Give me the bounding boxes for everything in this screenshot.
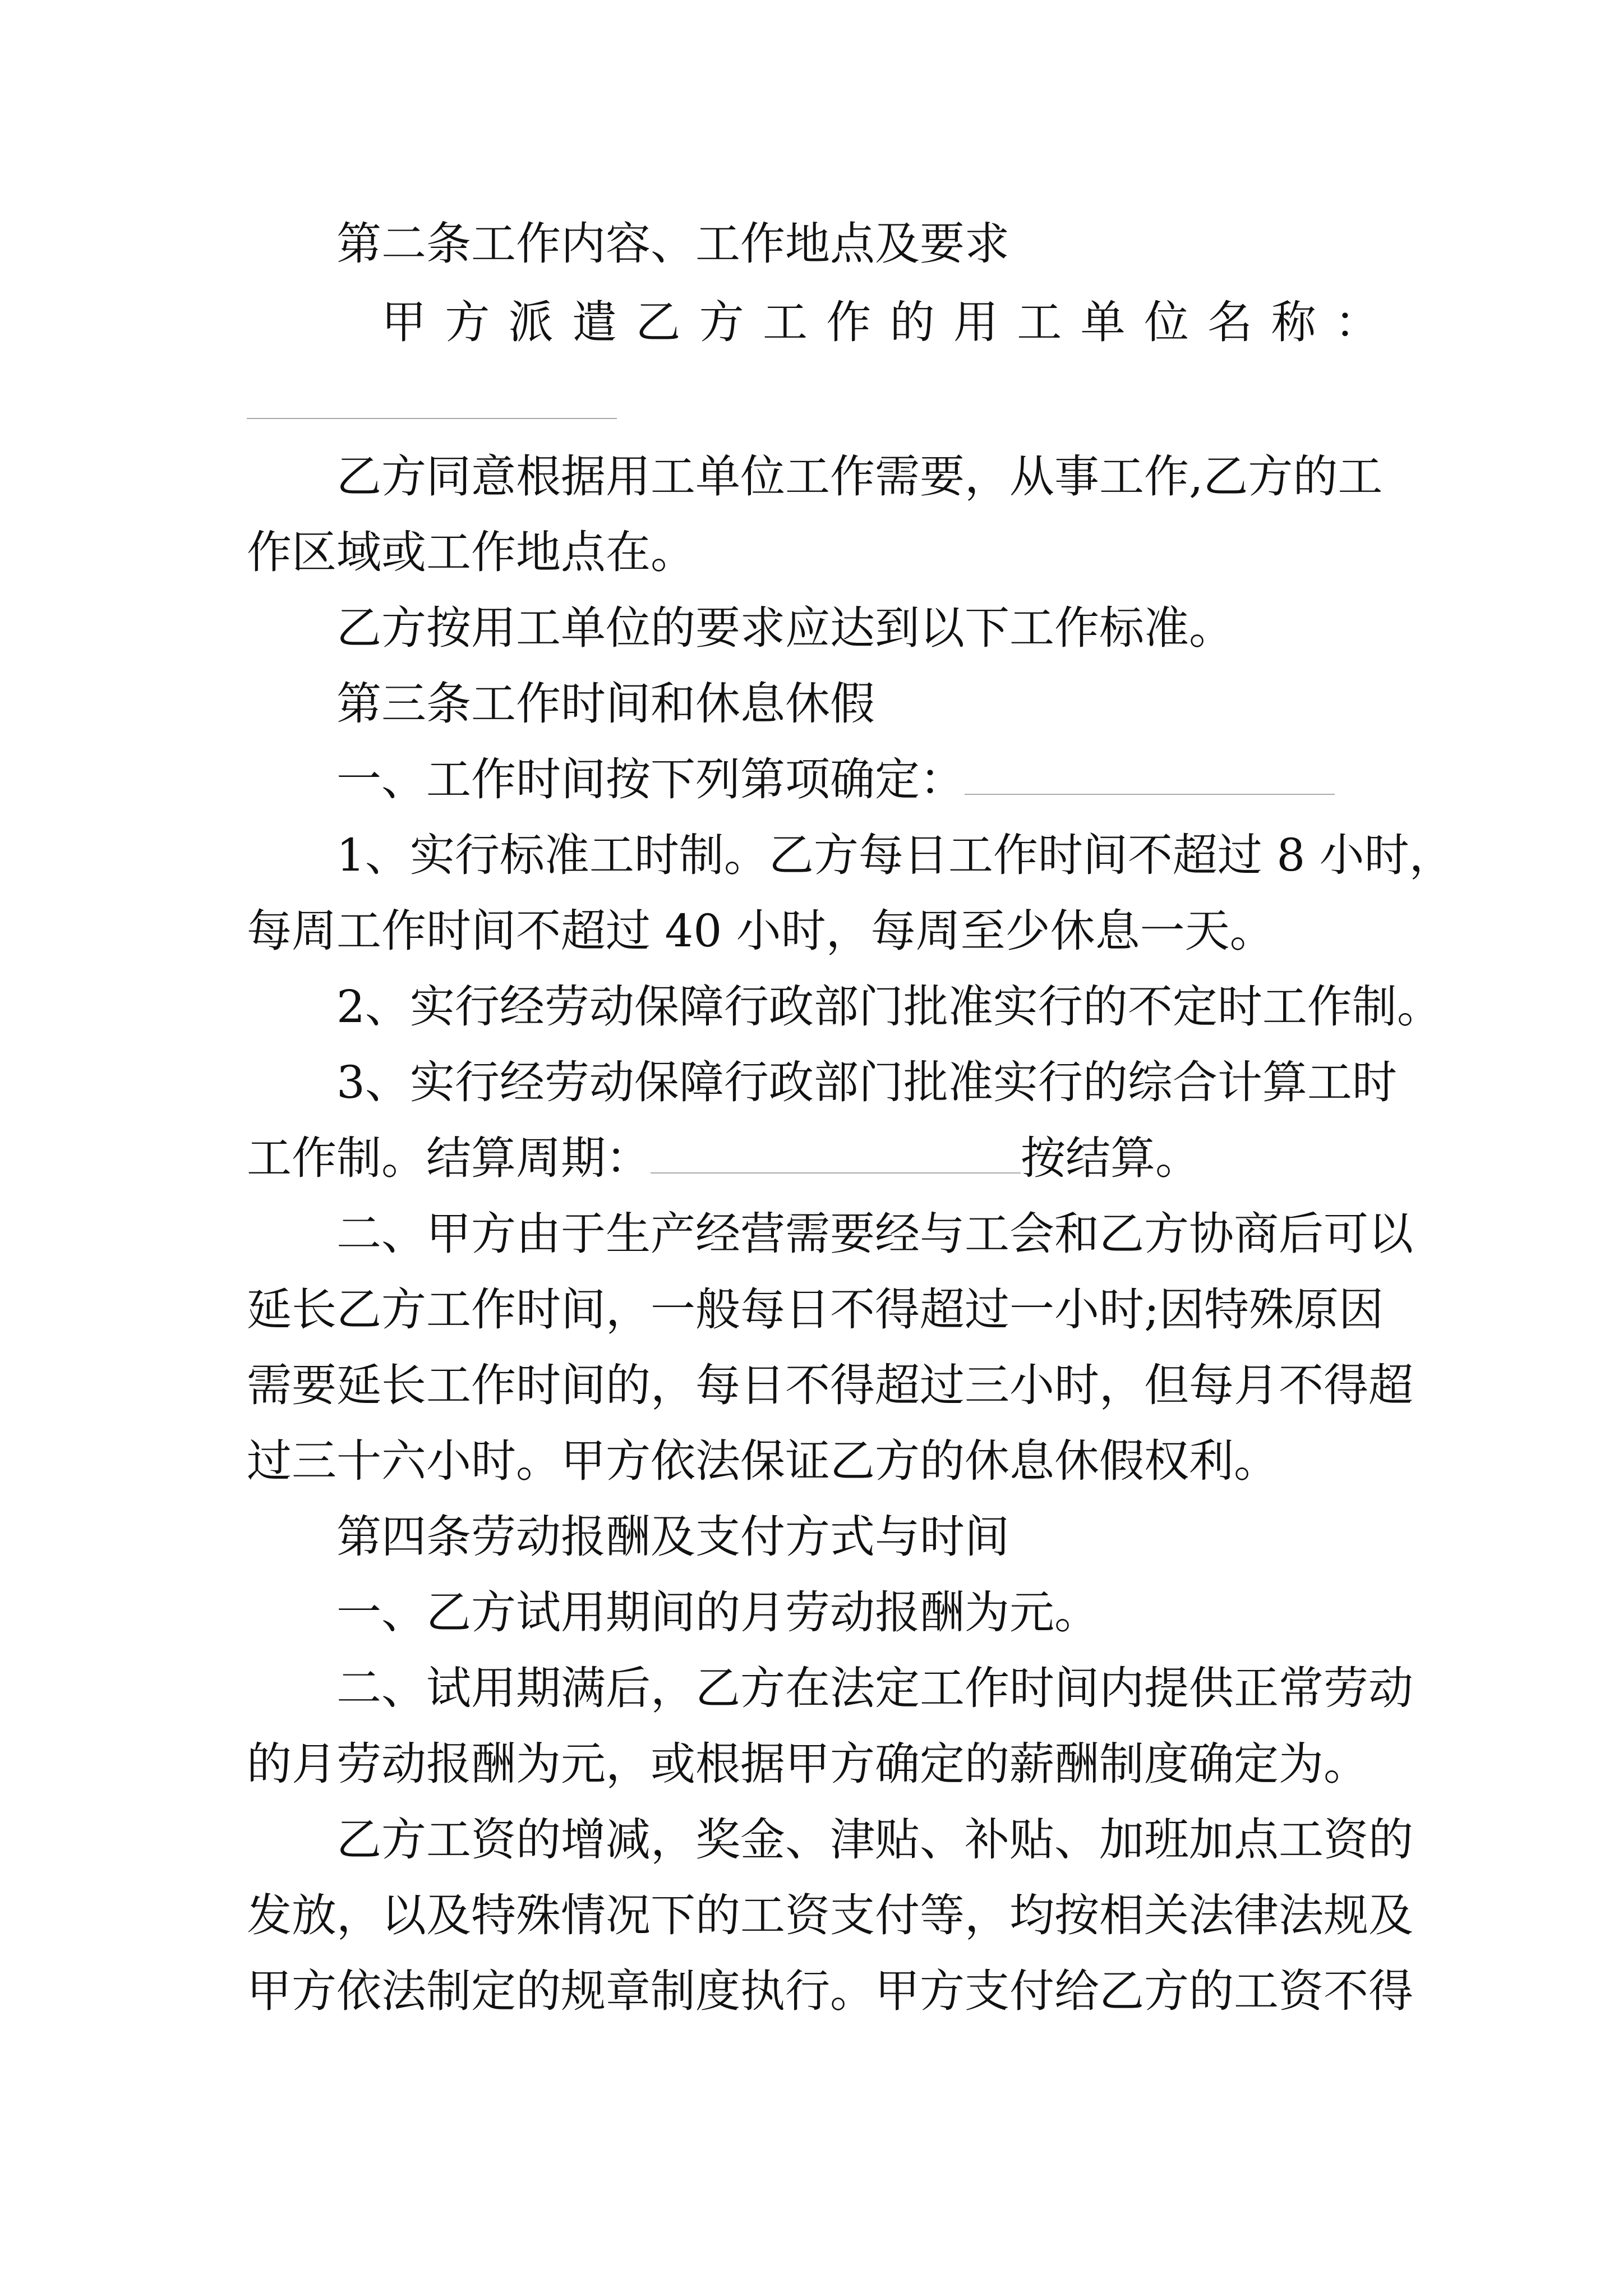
settlement-line [247,1130,1200,1186]
article3-heading: 第三条工作时间和休息休假 [336,678,875,730]
employer-name-label [381,295,1380,351]
label-char: 遣 [571,296,617,348]
work-hours-item [336,752,1335,808]
overtime-line-2: 延长乙方工作时间，一般每日不得超过一小时;因特殊原因 [247,1283,1384,1336]
article4-line-6: 甲方依法制定的规章制度执行。甲方支付给乙方的工资不得 [247,1965,1413,2017]
label-char: 的 [889,296,935,348]
label-char: 单 [1080,296,1126,348]
article3-line-4: 3、实行经劳动保障行政部门批准实行的综合计算工时 [336,1056,1397,1108]
label-char: 工 [1017,296,1062,348]
label-char: 用 [953,296,998,348]
settlement-suffix: 按结算。 [1021,1132,1200,1184]
label-char: 工 [762,296,808,348]
settlement-prefix: 工作制。结算周期： [247,1132,651,1184]
article2-line-1: 乙方同意根据用工单位工作需要，从事工作,乙方的工 [336,450,1383,503]
article4-line-5: 发放，以及特殊情况下的工资支付等，均按相关法律法规及 [247,1889,1413,1941]
article3-line-1: 1、实行标准工时制。乙方每日工作时间不超过 8 小时， [336,829,1454,881]
label-char: 方 [699,296,744,348]
label-char: 作 [826,296,872,348]
label-char: 乙 [635,296,681,348]
article3-line-3: 2、实行经劳动保障行政部门批准实行的不定时工作制。 [336,981,1442,1033]
label-char: 甲 [381,296,426,348]
settlement-blank [651,1133,1021,1174]
article3-line-2: 每周工作时间不超过 40 小时，每周至少休息一天。 [247,905,1275,957]
article4-heading: 第四条劳动报酬及支付方式与时间 [336,1511,1009,1563]
article2-heading: 第二条工作内容、工作地点及要求 [336,218,1009,270]
employer-name-blank [247,418,617,419]
article4-line-4: 乙方工资的增减，奖金、津贴、补贴、加班加点工资的 [336,1814,1413,1866]
label-char: 位 [1144,296,1189,348]
article2-line-2: 作区域或工作地点在。 [247,526,695,578]
work-hours-label: 一、工作时间按下列第项确定： [336,753,965,806]
label-char: 名 [1207,296,1253,348]
article4-line-2: 二、试用期满后，乙方在法定工作时间内提供正常劳动 [336,1662,1413,1714]
overtime-line-4: 过三十六小时。甲方依法保证乙方的休息休假权利。 [247,1435,1279,1487]
label-char: ： [1334,296,1380,348]
article4-line-1: 一、乙方试用期间的月劳动报酬为元。 [336,1586,1099,1639]
article4-line-3: 的月劳动报酬为元，或根据甲方确定的薪酬制度确定为。 [247,1738,1368,1790]
overtime-line-1: 二、甲方由于生产经营需要经与工会和乙方协商后可以 [336,1208,1413,1260]
overtime-line-3: 需要延长工作时间的，每日不得超过三小时，但每月不得超 [247,1359,1413,1411]
work-hours-blank [965,754,1335,795]
label-char: 方 [445,296,490,348]
label-char: 称 [1271,296,1316,348]
article2-line-3: 乙方按用工单位的要求应达到以下工作标准。 [336,602,1234,654]
label-char: 派 [508,296,554,348]
